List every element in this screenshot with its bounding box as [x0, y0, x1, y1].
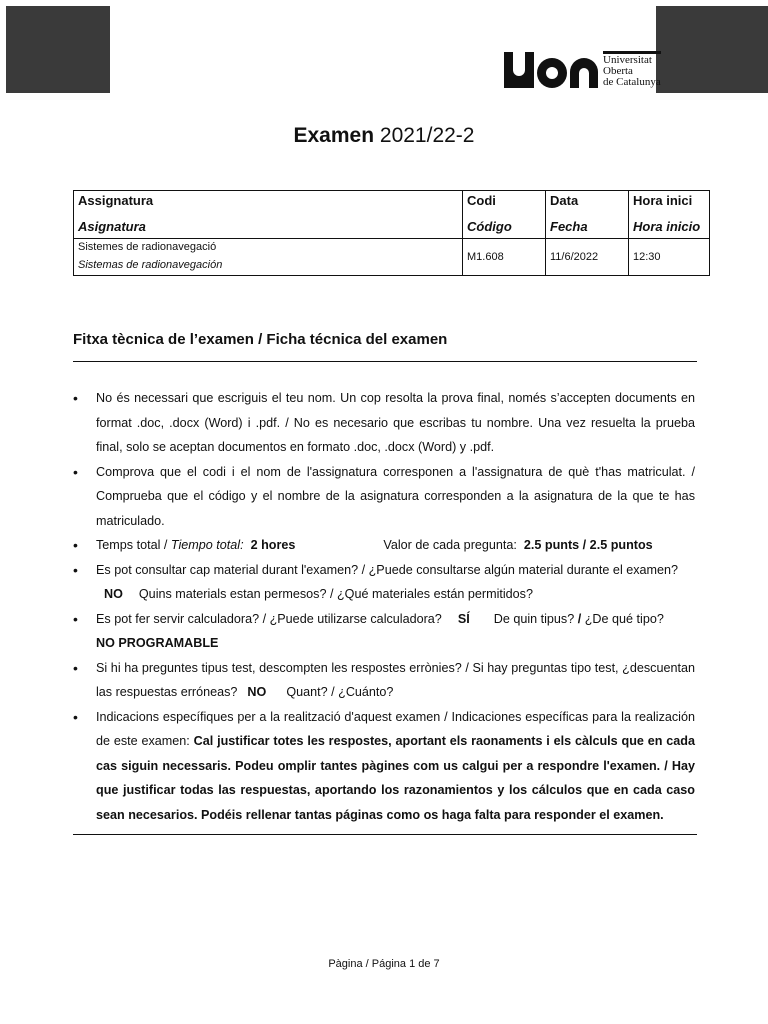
header-cell-start-time: Hora inici Hora inicio	[629, 191, 710, 239]
page-title-bold: Examen	[293, 124, 375, 147]
header-corner-block-right	[656, 6, 768, 93]
list-item: • Comprova que el codi i el nom de l'assignatura corresponen a l'assignatura de què t'has matriculat. / Comprueba que el código y el nombre de la asignatura corresponden a la asignatura de la que te has matriculado.	[73, 460, 695, 534]
table-header-row	[74, 191, 710, 239]
section-divider-bottom	[73, 834, 697, 835]
uoc-logo	[504, 50, 661, 88]
header-cell-code: Codi Código	[463, 191, 546, 239]
section-title: Fitxa tècnica de l’examen / Ficha técnica del examen	[73, 331, 448, 348]
header-cell-date: Data Fecha	[546, 191, 629, 239]
list-item: • Es pot fer servir calculadora? / ¿Puede utilizarse calculadora? SÍ De quin tipus? / ¿De qué tipo? NO PROGRAMABLE	[73, 607, 695, 656]
list-item: • Es pot consultar cap material durant l'examen? / ¿Puede consultarse algún material durante el examen? NO Quins materials estan permesos? / ¿Qué materiales están permitidos?	[73, 558, 695, 607]
cell-code: M1.608	[463, 239, 546, 276]
header-corner-block-left	[6, 6, 110, 93]
section-divider-top	[73, 361, 697, 362]
table-row	[74, 239, 710, 276]
exam-info-table	[73, 190, 710, 276]
uoc-logo-text: Universitat Oberta de Catalunya	[603, 51, 661, 88]
cell-start-time: 12:30	[629, 239, 710, 276]
cell-date: 11/6/2022	[546, 239, 629, 276]
uoc-logo-mark-icon	[504, 50, 598, 88]
instructions-list	[73, 386, 695, 827]
page-footer: Pàgina / Página 1 de 7	[328, 958, 440, 970]
list-item: • Si hi ha preguntes tipus test, descompten les respostes errònies? / Si hay preguntas tipo test, ¿descuentan las respuestas erróneas? NO Quant? / ¿Cuánto?	[73, 656, 695, 705]
list-item: • Indicacions específiques per a la realització d'aquest examen / Indicaciones específicas para la realización de este examen: Cal justificar totes les respostes, aportant els raonaments i els càlculs que en cada cas siguin necessaris. Podeu omplir tantes pàgines com us calgui per a respondre l'examen. / Hay que justificar todas las respuestas, aportando los razonamientos y los cálculos que en cada caso sean necesarios. Podéis rellenar tantas páginas como os haga falta para responder el examen.	[73, 705, 695, 828]
page-title-year: 2021/22-2	[379, 124, 475, 147]
cell-subject: Sistemes de radionavegació Sistemas de radionavegación	[74, 239, 463, 276]
page-title	[0, 124, 768, 148]
list-item: • No és necessari que escriguis el teu nom. Un cop resolta la prova final, només s’accepten documents en format .doc, .docx (Word) i .pdf. / No es necesario que escribas tu nombre. Una vez resuelta la prueba final, solo se aceptan documentos en formato .doc, .docx (Word) y .pdf.	[73, 386, 695, 460]
header-cell-subject: Assignatura Asignatura	[74, 191, 463, 239]
list-item: • Temps total / Tiempo total: 2 hores Valor de cada pregunta: 2.5 punts / 2.5 puntos	[73, 533, 695, 558]
